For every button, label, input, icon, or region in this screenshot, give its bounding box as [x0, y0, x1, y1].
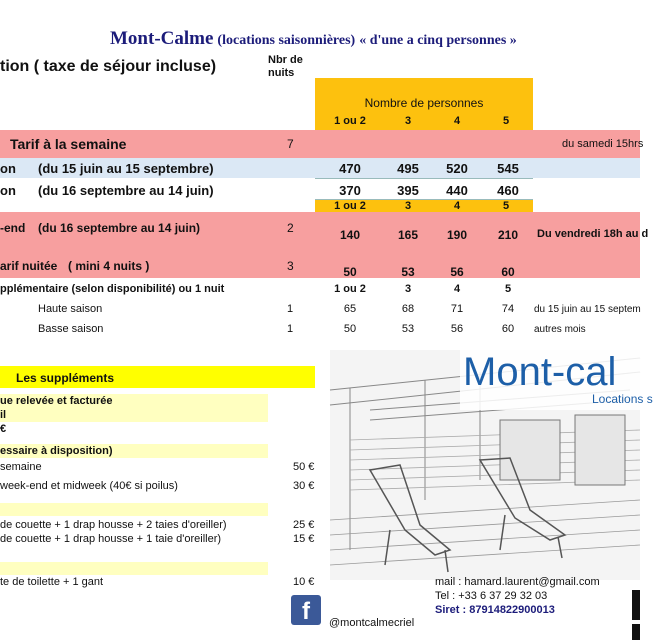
- subcol: 1 ou 2: [334, 200, 366, 212]
- price: 140: [339, 228, 361, 242]
- persons-col: 1 ou 2: [334, 115, 366, 127]
- nightly-min: ( mini 4 nuits ): [68, 259, 150, 273]
- nightly-label: arif nuitée: [0, 259, 58, 273]
- price: 74: [501, 303, 515, 315]
- weekend-nights: 2: [287, 221, 294, 235]
- extra-high-note: du 15 juin au 15 septem: [534, 304, 641, 315]
- towel-item: te de toilette + 1 gant: [0, 576, 104, 588]
- extra-col: 5: [504, 283, 512, 295]
- week-nights: 7: [287, 137, 294, 151]
- price: 68: [401, 303, 415, 315]
- week-band: [0, 130, 644, 158]
- access-price: 50 €: [293, 461, 315, 473]
- week-note: du samedi 15hrs: [562, 138, 644, 150]
- nights-header-line2: nuits: [268, 67, 295, 79]
- price: 210: [497, 228, 519, 242]
- persons-col: 5: [502, 115, 510, 127]
- weekend-label: -end: [0, 221, 26, 235]
- edge-block: [632, 624, 640, 640]
- price: 50: [343, 323, 357, 335]
- price: 440: [446, 183, 468, 198]
- towel-band: [0, 562, 268, 575]
- price: 460: [497, 183, 519, 198]
- linen-price: 15 €: [293, 533, 315, 545]
- price: 71: [450, 303, 464, 315]
- low-season-row: [0, 180, 640, 200]
- extra-col: 4: [453, 283, 461, 295]
- logo-subtext: Locations s: [592, 392, 653, 406]
- supplement-line: €: [0, 423, 7, 435]
- linen-price: 25 €: [293, 519, 315, 531]
- subcol: 4: [453, 200, 461, 212]
- nights-header: [268, 54, 303, 80]
- price: 370: [339, 183, 361, 198]
- low-season-period: (du 16 septembre au 14 juin): [38, 183, 214, 198]
- price: 65: [343, 303, 357, 315]
- weekend-period: (du 16 septembre au 14 juin): [38, 221, 201, 235]
- access-band: [0, 444, 268, 458]
- persons-header: [315, 78, 533, 130]
- contact-tel[interactable]: Tel : +33 6 37 29 32 03: [435, 590, 548, 602]
- section-title: tion ( taxe de séjour incluse): [0, 58, 217, 75]
- price: 395: [397, 183, 419, 198]
- price: 495: [397, 161, 419, 176]
- access-item: semaine: [0, 461, 42, 473]
- price: 53: [401, 323, 415, 335]
- price: 56: [450, 323, 464, 335]
- extra-low-note: autres mois: [534, 324, 586, 335]
- towel-price: 10 €: [293, 576, 315, 588]
- logo-text: Mont-cal: [463, 350, 617, 394]
- price: 50: [343, 265, 357, 279]
- access-price: 30 €: [293, 480, 315, 492]
- subcol: 3: [404, 200, 412, 212]
- extra-low-label: Basse saison: [38, 323, 104, 335]
- price: 60: [501, 265, 515, 279]
- access-item: week-end et midweek (40€ si poilus): [0, 480, 178, 492]
- page-title: [110, 28, 517, 50]
- extra-high-nights: 1: [287, 303, 294, 315]
- supplement-line: ue relevée et facturée: [0, 395, 113, 407]
- weekend-band: [0, 212, 649, 279]
- contact-siret: Siret : 87914822900013: [435, 604, 555, 616]
- edge-block: [632, 590, 640, 620]
- linen-item: de couette + 1 drap housse + 2 taies d'oreiller): [0, 519, 227, 531]
- nightly-nights: 3: [287, 259, 294, 273]
- extra-col: 3: [404, 283, 412, 295]
- subcols-band: [315, 200, 533, 212]
- price: 60: [501, 323, 515, 335]
- facebook-icon[interactable]: f: [291, 595, 321, 625]
- price: 190: [446, 228, 468, 242]
- nights-header-line1: Nbr de: [268, 54, 303, 66]
- weekend-note: Du vendredi 18h au d: [537, 228, 649, 240]
- week-label: Tarif à la semaine: [10, 136, 127, 152]
- persons-col: 4: [453, 115, 461, 127]
- price: 520: [446, 161, 468, 176]
- price: 165: [397, 228, 419, 242]
- linen-item: de couette + 1 drap housse + 1 taie d'oreiller): [0, 533, 222, 545]
- high-season-row: [0, 158, 640, 178]
- extra-col: 1 ou 2: [334, 283, 366, 295]
- high-season-label: on: [0, 161, 16, 176]
- title-subtitle: (locations saisonnières): [217, 33, 356, 48]
- title-name: Mont-Calme: [110, 28, 214, 49]
- title-persons: « d'une a cinq personnes »: [359, 33, 517, 48]
- persons-label: Nombre de personnes: [364, 96, 484, 110]
- access-title: essaire à disposition): [0, 445, 113, 457]
- linen-band: [0, 503, 268, 516]
- house-photo: [330, 350, 653, 580]
- supplement-line: il: [0, 409, 7, 421]
- low-season-label: on: [0, 183, 16, 198]
- supplements-title-band: [0, 366, 315, 388]
- price: 53: [401, 265, 415, 279]
- facebook-handle[interactable]: @montcalmecriel: [329, 617, 415, 629]
- price: 56: [450, 265, 464, 279]
- extra-low-nights: 1: [287, 323, 294, 335]
- extra-high-label: Haute saison: [38, 303, 103, 315]
- price: 470: [339, 161, 361, 176]
- high-season-period: (du 15 juin au 15 septembre): [38, 161, 214, 176]
- extra-label: pplémentaire (selon disponibilité) ou 1 nuit: [0, 283, 225, 295]
- persons-col: 3: [404, 115, 412, 127]
- subcol: 5: [502, 200, 510, 212]
- price: 545: [497, 161, 519, 176]
- supplements-title: Les suppléments: [16, 371, 115, 385]
- divider: [315, 178, 533, 179]
- contact-mail[interactable]: mail : hamard.laurent@gmail.com: [435, 576, 600, 588]
